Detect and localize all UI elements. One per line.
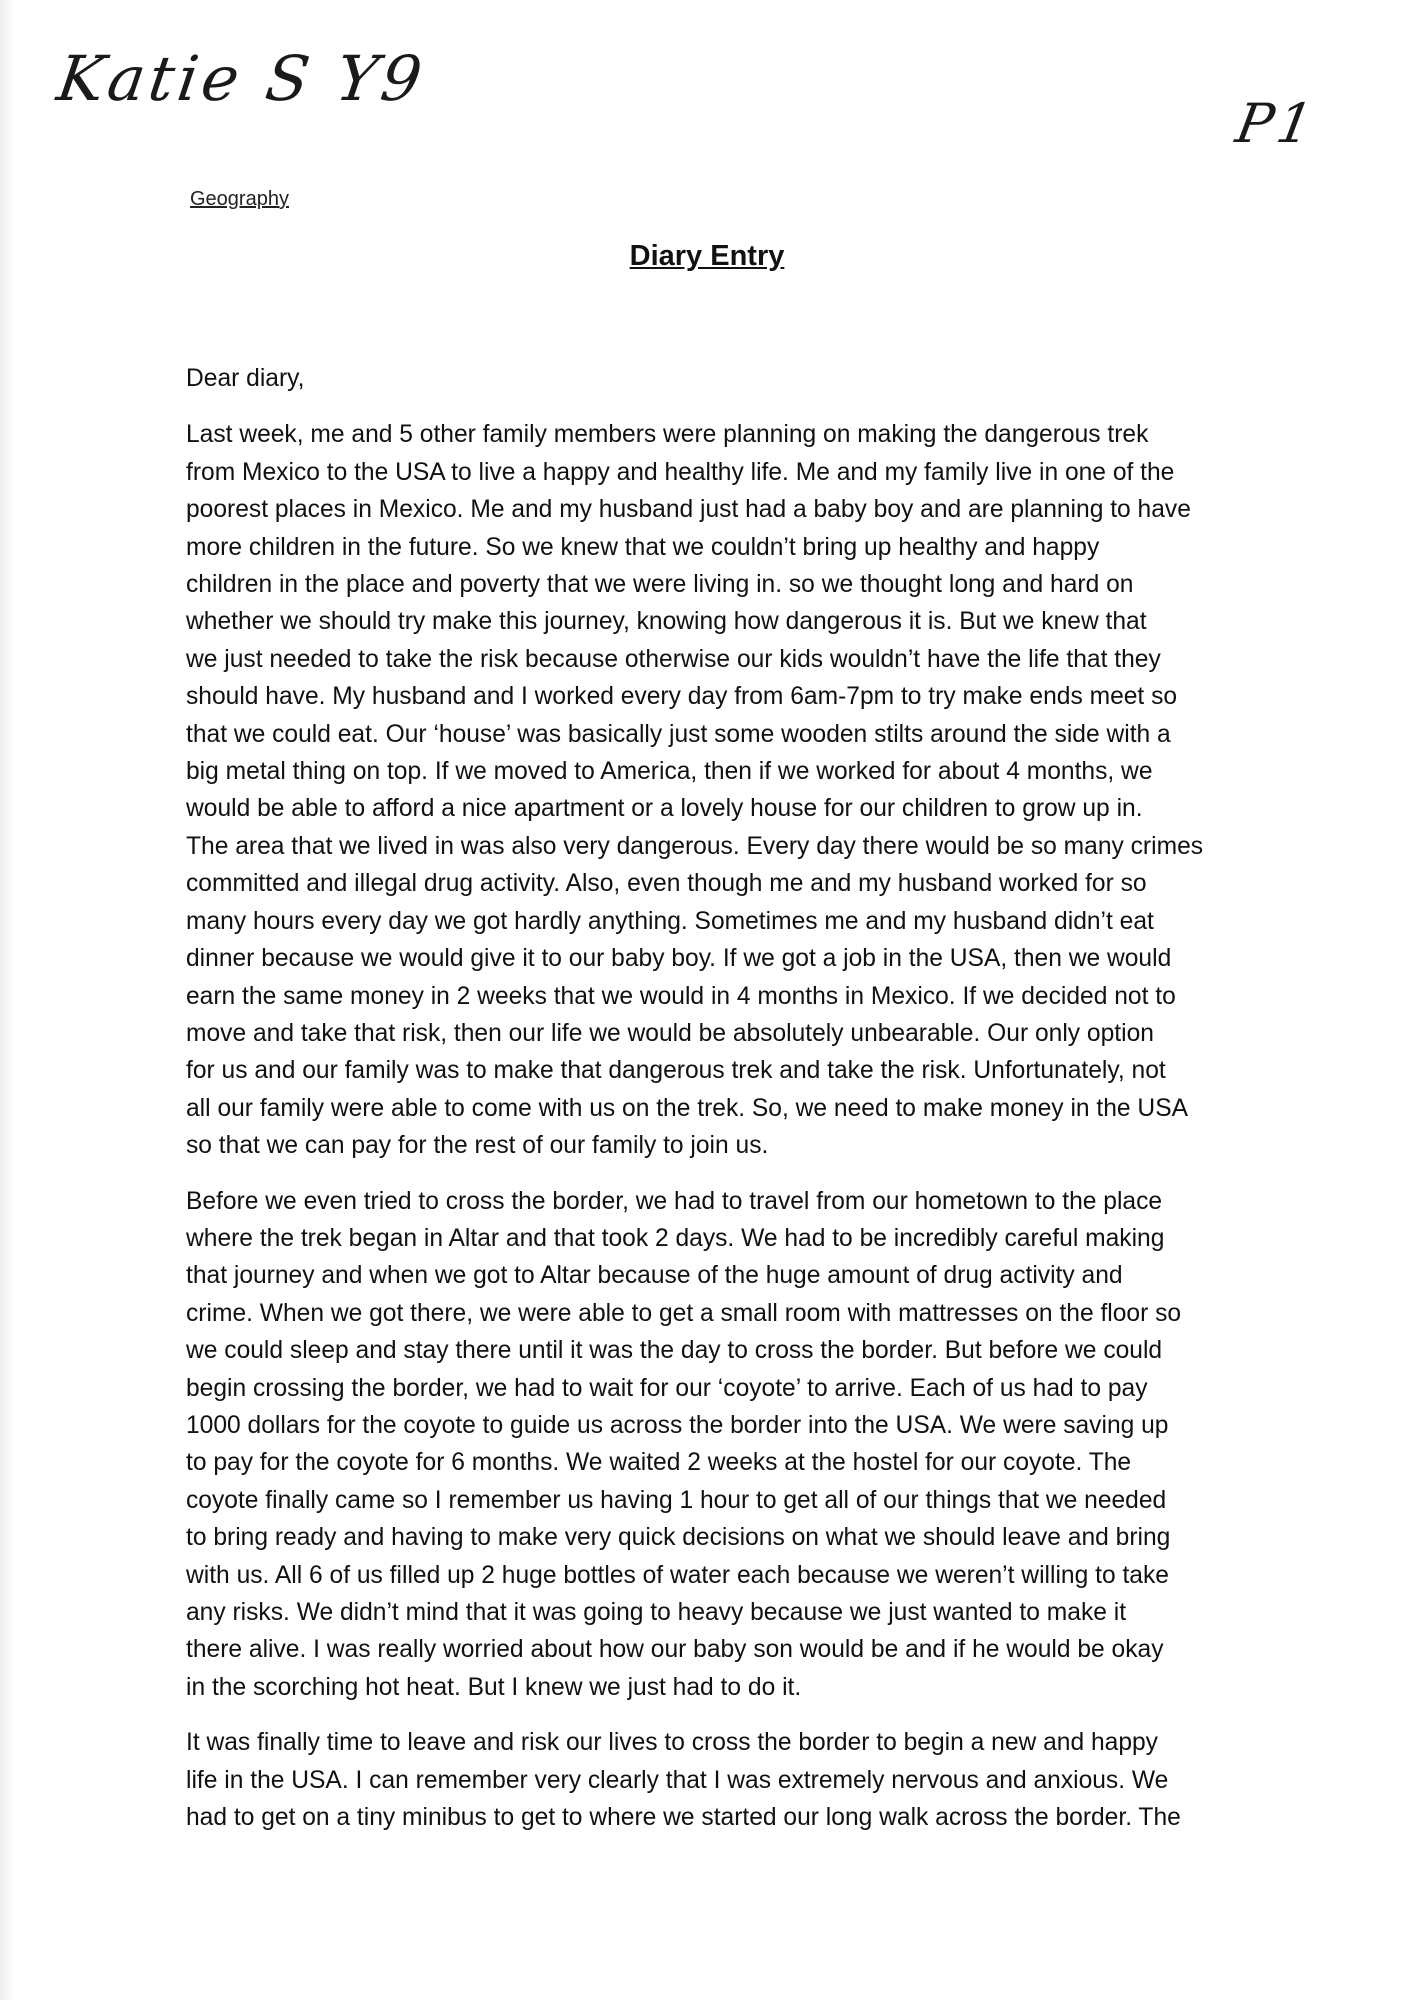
handwritten-page-number: P1 xyxy=(1231,92,1322,155)
diary-body xyxy=(186,360,1256,1854)
text-line: move and take that risk, then our life we would be absolutely unbearable. Our only option xyxy=(186,1019,1154,1047)
text-line: It was finally time to leave and risk our lives to cross the border to begin a new and happy xyxy=(186,1729,1158,1757)
text-line: children in the place and poverty that we were living in. so we thought long and hard on xyxy=(186,571,1134,599)
text-line: The area that we lived in was also very dangerous. Every day there would be so many crimes xyxy=(186,832,1204,860)
text-line: crime. When we got there, we were able to get a small room with mattresses on the floor so xyxy=(186,1299,1182,1327)
text-line: where the trek began in Altar and that took 2 days. We had to be incredibly careful making xyxy=(186,1224,1165,1252)
text-line: in the scorching hot heat. But I knew we just had to do it. xyxy=(186,1673,802,1701)
text-line: earn the same money in 2 weeks that we would in 4 months in Mexico. If we decided not to xyxy=(186,982,1176,1010)
text-line: 1000 dollars for the coyote to guide us across the border into the USA. We were saving up xyxy=(186,1411,1169,1439)
text-line: any risks. We didn’t mind that it was going to heavy because we just wanted to make it xyxy=(186,1599,1127,1626)
text-line: should have. My husband and I worked every day from 6am-7pm to try make ends meet so xyxy=(186,683,1178,711)
text-line: with us. All 6 of us filled up 2 huge bottles of water each because we weren’t willing to take xyxy=(186,1561,1169,1589)
text-line: dinner because we would give it to our baby boy. If we got a job in the USA, then we would xyxy=(186,945,1172,973)
text-line: we just needed to take the risk because otherwise our kids wouldn’t have the life that they xyxy=(186,645,1161,673)
text-line: begin crossing the border, we had to wait for our ‘coyote’ to arrive. Each of us had to pay xyxy=(186,1374,1148,1402)
text-line: life in the USA. I can remember very clearly that I was extremely nervous and anxious. We xyxy=(186,1766,1169,1794)
paragraph xyxy=(186,416,1256,1164)
text-line: for us and our family was to make that dangerous trek and take the risk. Unfortunately, not xyxy=(186,1057,1166,1085)
text-line: big metal thing on top. If we moved to America, then if we worked for about 4 months, we xyxy=(186,758,1153,786)
text-line: so that we can pay for the rest of our family to join us. xyxy=(186,1132,769,1160)
text-line: poorest places in Mexico. Me and my husband just had a baby boy and are planning to have xyxy=(186,496,1191,524)
scan-edge xyxy=(0,0,14,2000)
text-line: Before we even tried to cross the border, we had to travel from our hometown to the place xyxy=(186,1187,1163,1215)
text-line: Last week, me and 5 other family members were planning on making the dangerous trek xyxy=(186,421,1149,449)
text-line: committed and illegal drug activity. Also, even though me and my husband worked for so xyxy=(186,870,1147,898)
text-line: we could sleep and stay there until it was the day to cross the border. But before we could xyxy=(186,1337,1163,1365)
text-line: that we could eat. Our ‘house’ was basically just some wooden stilts around the side with a xyxy=(186,720,1171,748)
text-line: to bring ready and having to make very quick decisions on what we should leave and bring xyxy=(186,1524,1171,1552)
text-line: many hours every day we got hardly anything. Sometimes me and my husband didn’t eat xyxy=(186,907,1154,935)
text-line: more children in the future. So we knew that we couldn’t bring up healthy and happy xyxy=(186,533,1100,561)
text-line: would be able to afford a nice apartment or a lovely house for our children to grow up in. xyxy=(186,795,1143,823)
text-line: had to get on a tiny minibus to get to where we started our long walk across the border. The xyxy=(186,1804,1181,1832)
paragraph-list xyxy=(186,416,1256,1836)
greeting: Dear diary, xyxy=(186,365,305,392)
text-line: there alive. I was really worried about how our baby son would be and if he would be okay xyxy=(186,1636,1164,1664)
handwritten-student-name: Katie S Y9 xyxy=(52,42,431,115)
document-title: Diary Entry xyxy=(629,240,785,272)
paragraph xyxy=(186,1724,1256,1836)
text-line: coyote finally came so I remember us having 1 hour to get all of our things that we needed xyxy=(186,1486,1167,1514)
text-line: whether we should try make this journey, knowing how dangerous it is. But we knew that xyxy=(186,608,1147,636)
text-line: all our family were able to come with us on the trek. So, we need to make money in the USA xyxy=(186,1094,1189,1122)
subject-heading: Geography xyxy=(190,188,289,210)
text-line: to pay for the coyote for 6 months. We waited 2 weeks at the hostel for our coyote. The xyxy=(186,1449,1132,1477)
text-line: that journey and when we got to Altar because of the huge amount of drug activity and xyxy=(186,1262,1123,1290)
text-line: from Mexico to the USA to live a happy and healthy life. Me and my family live in one of the xyxy=(186,458,1175,486)
paragraph xyxy=(186,1183,1256,1707)
